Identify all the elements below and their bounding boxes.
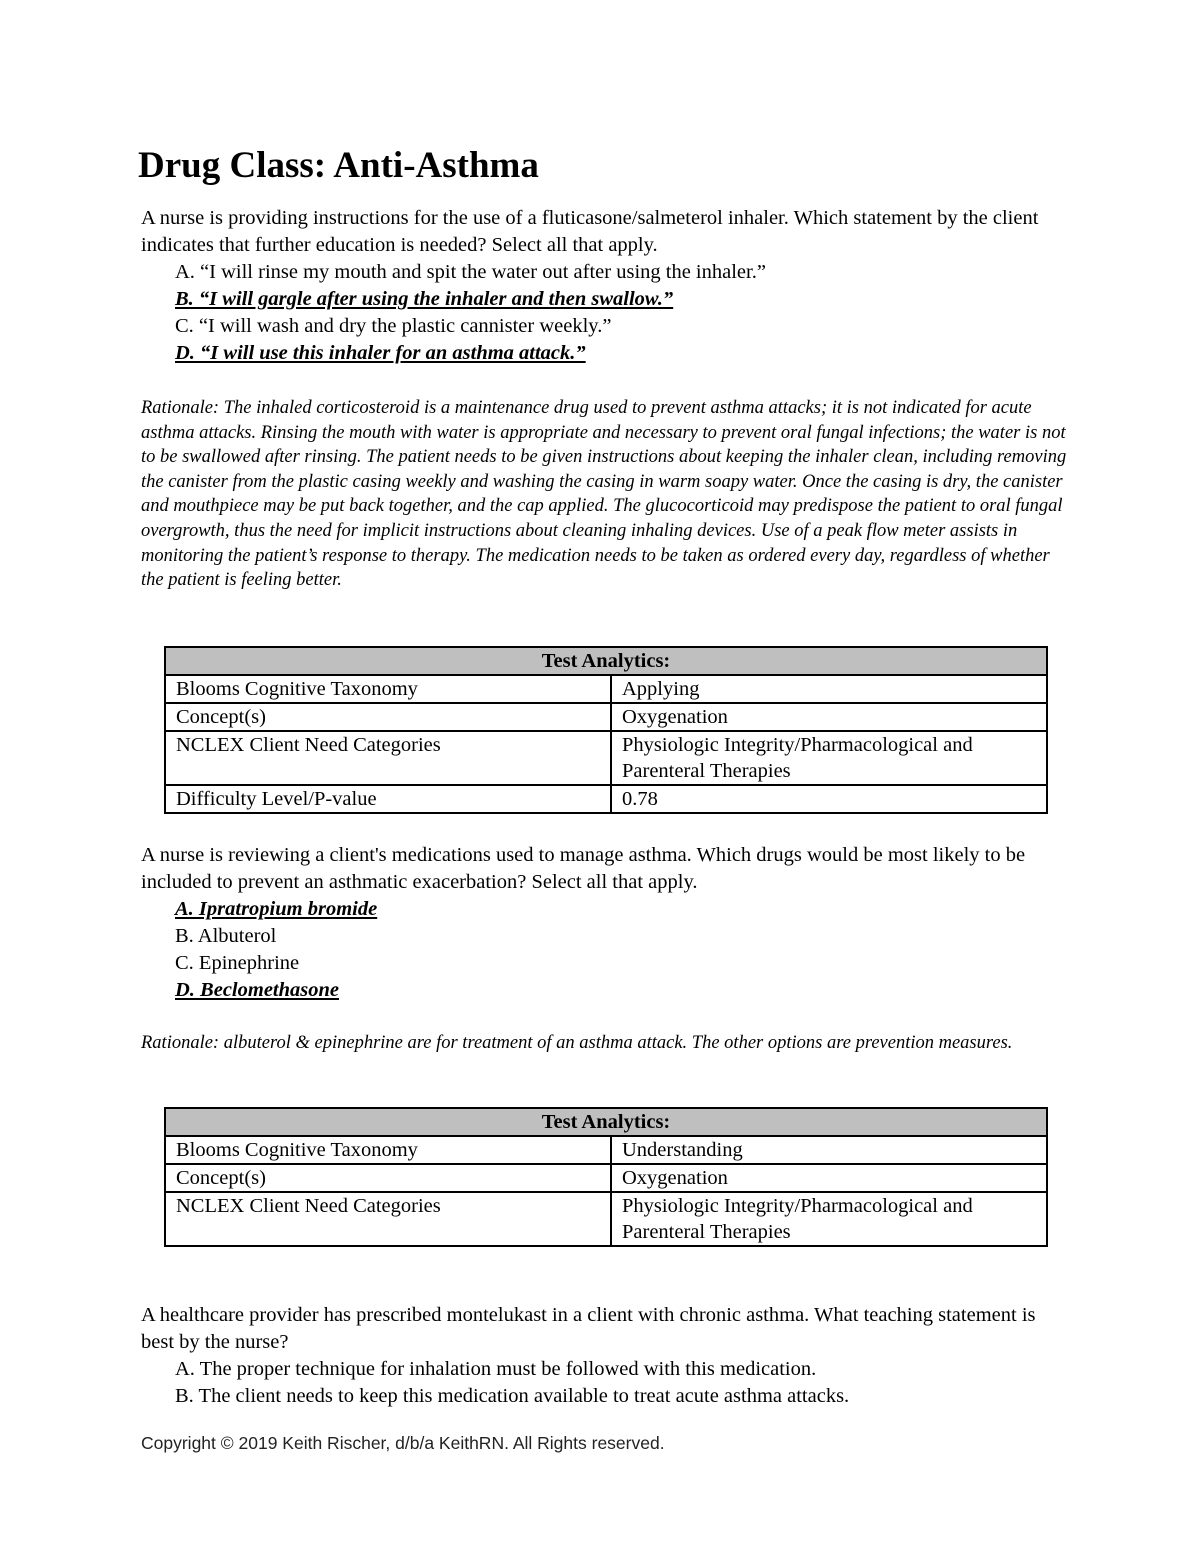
option-a: A. The proper technique for inhalation must be followed with this medication. <box>175 1358 817 1380</box>
question-stem: A nurse is providing instructions for the use of a fluticasone/salmeterol inhaler. Which statement by the client indicates that further education is needed? Select all that apply. <box>141 207 1039 256</box>
answer-options <box>141 1356 1071 1410</box>
answer-options <box>141 896 1071 1004</box>
rationale-2: Rationale: albuterol & epinephrine are for treatment of an asthma attack. The other options are prevention measures. <box>141 1033 1013 1053</box>
table-header-row <box>165 647 1047 675</box>
question-1 <box>141 205 1071 367</box>
option-a: A. “I will rinse my mouth and spit the water out after using the inhaler.” <box>175 261 766 283</box>
table-header: Test Analytics: <box>165 647 1047 675</box>
table-row <box>165 703 1047 731</box>
option-b: B. The client needs to keep this medication available to treat acute asthma attacks. <box>175 1385 850 1407</box>
question-3 <box>141 1302 1071 1410</box>
page-title: Drug Class: Anti-Asthma <box>138 145 539 186</box>
answer-options <box>141 259 1071 367</box>
row-label: NCLEX Client Need Categories <box>165 1192 611 1246</box>
row-value: Physiologic Integrity/Pharmacological and Parenteral Therapies <box>611 731 1047 785</box>
copyright-footer: Copyright © 2019 Keith Rischer, d/b/a KeithRN. All Rights reserved. <box>141 1433 665 1453</box>
option-b: B. Albuterol <box>175 925 277 947</box>
test-analytics-table-2 <box>164 1107 1048 1247</box>
table-row <box>165 785 1047 813</box>
table-row <box>165 675 1047 703</box>
row-value: Oxygenation <box>611 703 1047 731</box>
option-c: C. “I will wash and dry the plastic cannister weekly.” <box>175 315 612 337</box>
row-value: Physiologic Integrity/Pharmacological and Parenteral Therapies <box>611 1192 1047 1246</box>
option-c: C. Epinephrine <box>175 952 300 974</box>
row-label: Blooms Cognitive Taxonomy <box>165 675 611 703</box>
option-d-correct: D. “I will use this inhaler for an asthma attack.” <box>175 342 586 364</box>
rationale-1: Rationale: The inhaled corticosteroid is a maintenance drug used to prevent asthma attacks; it is not indicated for acute asthma attacks. Rinsing the mouth with water is appropriate and necessary to prevent oral fungal infections; the water is not to be swallowed after rinsing. The patient needs to be given instructions about keeping the inhaler clean, including removing the canister from the plastic casing weekly and washing the casing in warm soapy water. Once the casing is dry, the canister and mouthpiece may be put back together, and the cap applied. The glucocorticoid may predispose the patient to oral fungal overgrowth, thus the need for implicit instructions about cleaning inhaling devices. Use of a peak flow meter assists in monitoring the patient’s response to therapy. The medication needs to be taken as ordered every day, regardless of whether the patient is feeling better. <box>141 398 1067 591</box>
table-row <box>165 1164 1047 1192</box>
row-label: Difficulty Level/P-value <box>165 785 611 813</box>
row-value: Applying <box>611 675 1047 703</box>
option-d-correct: D. Beclomethasone <box>175 979 339 1001</box>
table-row <box>165 1192 1047 1246</box>
table-header-row <box>165 1108 1047 1136</box>
question-2 <box>141 842 1071 1004</box>
option-a-correct: A. Ipratropium bromide <box>175 898 378 920</box>
row-value: Oxygenation <box>611 1164 1047 1192</box>
table-row <box>165 1136 1047 1164</box>
table-row <box>165 731 1047 785</box>
option-b-correct: B. “I will gargle after using the inhaler and then swallow.” <box>175 288 674 310</box>
test-analytics-table-1 <box>164 646 1048 814</box>
question-stem: A healthcare provider has prescribed montelukast in a client with chronic asthma. What teaching statement is best by the nurse? <box>141 1304 1036 1353</box>
row-label: Concept(s) <box>165 1164 611 1192</box>
row-label: NCLEX Client Need Categories <box>165 731 611 785</box>
question-stem: A nurse is reviewing a client's medications used to manage asthma. Which drugs would be most likely to be included to prevent an asthmatic exacerbation? Select all that apply. <box>141 844 1026 893</box>
row-value: 0.78 <box>611 785 1047 813</box>
row-label: Blooms Cognitive Taxonomy <box>165 1136 611 1164</box>
row-label: Concept(s) <box>165 703 611 731</box>
row-value: Understanding <box>611 1136 1047 1164</box>
table-header: Test Analytics: <box>165 1108 1047 1136</box>
